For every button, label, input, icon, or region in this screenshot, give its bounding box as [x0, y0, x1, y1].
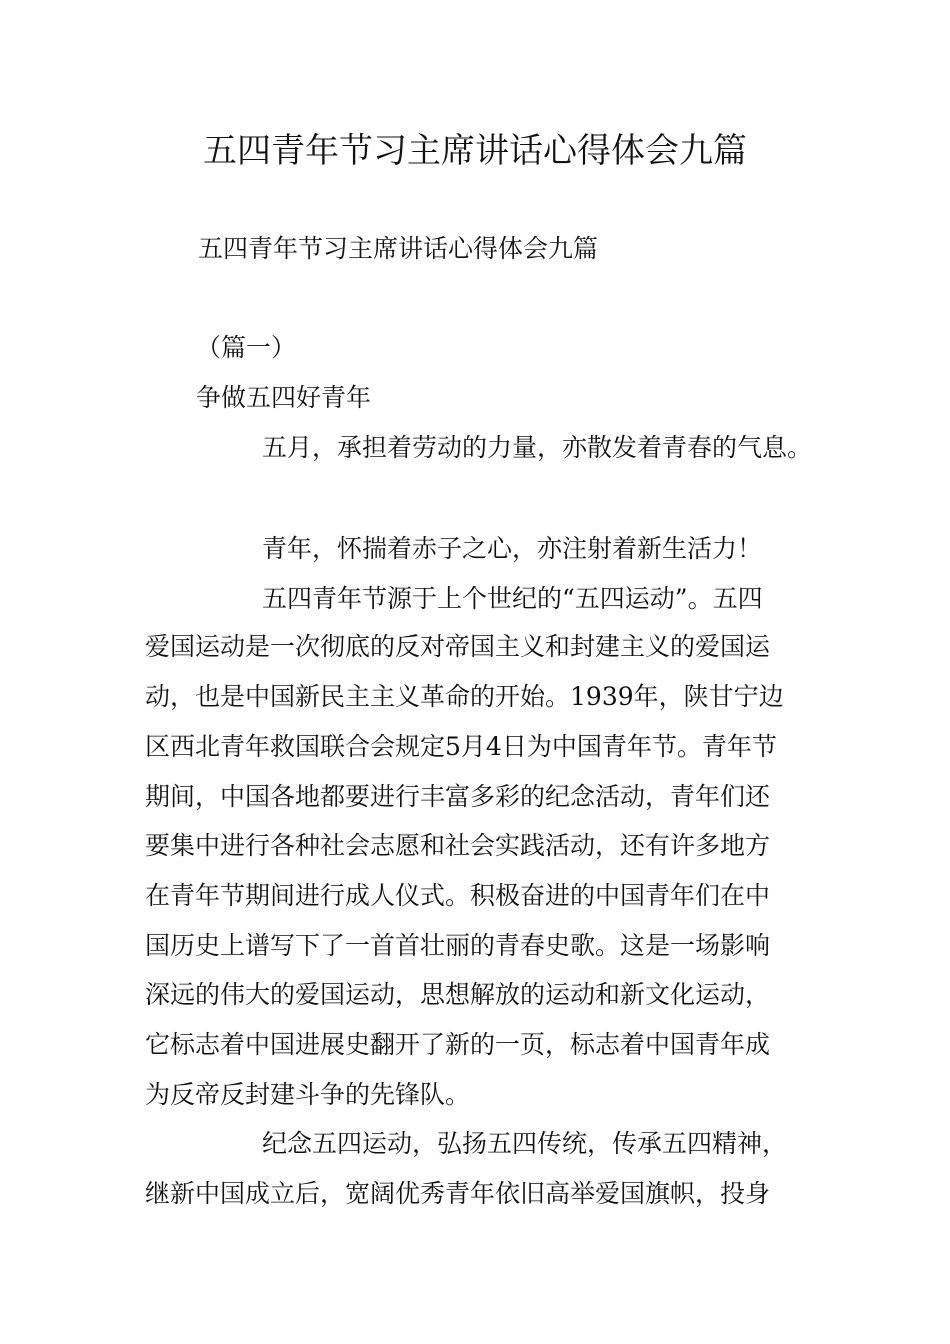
body-line-12: 它标志着中国进展史翻开了新的一页，标志着中国青年成	[145, 1030, 771, 1059]
body-line-14: 纪念五四运动，弘扬五四传统，传承五四精神，	[262, 1129, 788, 1158]
body-line-11: 深远的伟大的爱国运动，思想解放的运动和新文化运动，	[145, 980, 771, 1009]
body-line-8: 要集中进行各种社会志愿和社会实践活动，还有许多地方	[145, 831, 771, 860]
body-line-5: 动，也是中国新民主主义革命的开始。1939年，陕甘宁边	[145, 682, 784, 711]
document-title: 五四青年节习主席讲话心得体会九篇	[203, 131, 747, 171]
body-line-6: 区西北青年救国联合会规定5月4日为中国青年节。青年节	[145, 732, 777, 761]
document-subtitle: 五四青年节习主席讲话心得体会九篇	[198, 234, 599, 263]
body-line-2: 青年，怀揣着赤子之心，亦注射着新生活力！	[262, 534, 763, 563]
body-line-3: 五四青年节源于上个世纪的“五四运动”。五四	[262, 584, 763, 613]
body-line-9: 在青年节期间进行成人仪式。积极奋进的中国青年们在中	[145, 881, 771, 910]
body-line-10: 国历史上谱写下了一首首壮丽的青春史歌。这是一场影响	[145, 931, 771, 960]
body-line-4: 爱国运动是一次彻底的反对帝国主义和封建主义的爱国运	[145, 632, 771, 661]
section-label: （篇一）	[196, 333, 297, 362]
body-line-13: 为反帝反封建斗争的先锋队。	[145, 1080, 471, 1109]
body-line-1: 五月，承担着劳动的力量，亦散发着青春的气息。	[262, 433, 813, 462]
body-line-7: 期间，中国各地都要进行丰富多彩的纪念活动，青年们还	[145, 782, 771, 811]
body-line-15: 继新中国成立后，宽阔优秀青年依旧高举爱国旗帜，投身	[145, 1179, 771, 1208]
section-heading: 争做五四好青年	[196, 383, 372, 412]
